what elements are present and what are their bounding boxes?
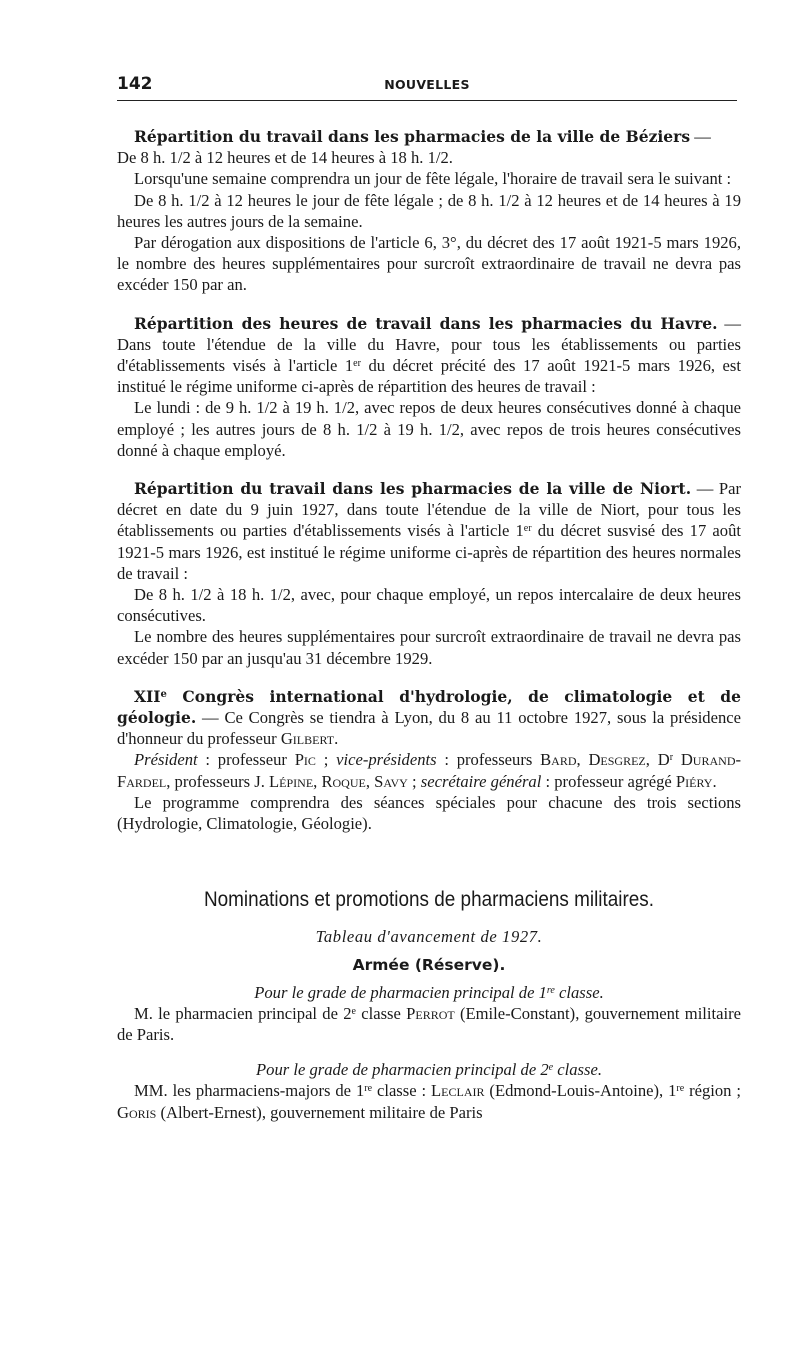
superscript: e	[160, 688, 167, 700]
text-run: Par décret en date du 9 juin 1927, dans toute l'étendue de la ville de Niort, pour tous les établissements ou parties d'établissements visés à l'article 1	[117, 479, 741, 541]
superscript: er	[523, 523, 532, 535]
superscript: e	[351, 1005, 356, 1017]
superscript: re	[676, 1083, 685, 1095]
section-title: Répartition du travail dans les pharmacies de la ville de Béziers	[134, 127, 691, 146]
grade-heading-2	[117, 1059, 741, 1080]
text-run: du décret susvisé des 17 août 1921-5 mars 1926, est institué le régime uniforme ci-après de répartition des heures normales de travail :	[117, 521, 741, 583]
text-run: .	[334, 729, 339, 749]
page-number: 142	[117, 74, 153, 94]
text-run: , D	[645, 750, 670, 770]
paragraph: Le programme comprendra des séances spéciales pour chacune des trois sections (Hydrologie, Climatologie, Géologie).	[117, 792, 741, 834]
nominations-heading: Nominations et promotions de pharmaciens militaires.	[203, 887, 655, 912]
running-title: NOUVELLES	[384, 77, 470, 92]
name-gilbert: Gilbert	[280, 729, 335, 749]
paragraph	[117, 749, 741, 791]
text-run: Dans toute l'étendue de la ville du Havre, pour tous les établissements ou parties d'établissements visés à l'article 1	[117, 334, 741, 376]
paragraph	[117, 126, 741, 147]
label-president: Président	[134, 750, 198, 770]
label-vice-presidents: vice-présidents	[336, 750, 437, 770]
superscript: e	[548, 1062, 554, 1074]
text-run: : professeur	[197, 750, 295, 770]
text-run: (Edmond-Louis-Antoine), 1	[484, 1081, 677, 1101]
paragraph: Par dérogation aux dispositions de l'article 6, 3°, du décret des 17 août 1921-5 mars 1926, le nombre des heures supplémentaires pour surcroît extraordinaire de travail ne devra pas excéder 150 par an.	[117, 233, 741, 295]
tableau-subheading: Tableau d'avancement de 1927.	[315, 927, 543, 947]
paragraph: Le nombre des heures supplémentaires pour surcroît extraordinaire de travail ne devra pas excéder 150 par an jusqu'au 31 décembre 1929.	[117, 627, 741, 668]
title-run: XII	[134, 686, 161, 706]
text-run: MM. les pharmaciens-majors de 1	[134, 1081, 365, 1101]
text-run: Pour le grade de pharmacien principal de 1	[254, 982, 547, 1002]
text-run	[673, 750, 681, 769]
paragraph	[117, 686, 741, 750]
promotion-entry	[117, 1003, 741, 1045]
text-run: classe :	[372, 1081, 432, 1101]
section-congres	[117, 686, 741, 834]
text-run: M. le pharmacien principal de 2	[134, 1003, 352, 1023]
text-run: ;	[315, 750, 337, 770]
title-dash: —	[691, 479, 714, 499]
paragraph: De 8 h. 1/2 à 12 heures et de 14 heures à 18 h. 1/2.	[117, 148, 453, 168]
name-leclair: Leclair	[431, 1081, 485, 1101]
superscript: re	[546, 984, 555, 996]
promotion-entry	[117, 1080, 741, 1122]
text-run: du décret précité des 17 août 1921-5 mars 1926, est institué le régime uniforme ci-après de répartition des heures de travail :	[117, 356, 741, 397]
grade-heading-1	[117, 982, 741, 1003]
paragraph: Lorsqu'une semaine comprendra un jour de fête légale, l'horaire de travail sera le suivant :	[134, 169, 732, 189]
text-run: : professeur agrégé	[541, 771, 676, 791]
title-dash: —	[717, 313, 741, 333]
section-niort	[117, 478, 741, 669]
text-run: ;	[407, 771, 421, 791]
superscript: r	[669, 752, 674, 764]
name-desgrez: Desgrez	[588, 750, 646, 770]
name-durand-fardel: Durand-Fardel	[117, 750, 742, 791]
armee-subheading: Armée (Réserve).	[352, 955, 506, 974]
name-lepine: Lépine	[269, 771, 314, 791]
name-pic: Pic	[294, 750, 316, 770]
text-run: région ;	[684, 1081, 741, 1101]
text-run: classe	[355, 1003, 407, 1023]
text-run: .	[712, 771, 717, 791]
name-piery: Piéry	[675, 771, 713, 791]
name-savy: Savy	[374, 771, 408, 791]
page-content	[117, 126, 741, 1123]
name-perrot: Perrot	[406, 1003, 455, 1023]
text-run: ,	[576, 750, 589, 770]
name-roque: Roque	[321, 771, 366, 791]
superscript: re	[364, 1083, 373, 1095]
text-run: Pour le grade de pharmacien principal de 2	[256, 1060, 549, 1080]
section-havre	[117, 313, 741, 461]
name-goris: Goris	[117, 1102, 157, 1122]
page-header	[117, 74, 737, 101]
paragraph	[117, 478, 741, 584]
text-run: (Albert-Ernest), gouvernement militaire de Paris	[156, 1102, 483, 1122]
text-run: — Ce Congrès se tiendra à Lyon, du 8 au 11 octobre 1927, sous la présidence d'honneur du professeur	[117, 708, 741, 749]
label-secretaire-general: secrétaire général	[420, 771, 542, 791]
text-run: classe.	[554, 982, 604, 1002]
paragraph: Le lundi : de 9 h. 1/2 à 19 h. 1/2, avec repos de deux heures consécutives donné à chaque employé ; les autres jours de 8 h. 1/2 à 19 h. 1/2, avec repos de trois heures consécutives donné à chaque employé.	[117, 398, 741, 460]
title-dash: —	[690, 127, 711, 146]
text-run: classe.	[553, 1060, 602, 1080]
text-run: ,	[313, 771, 322, 791]
text-run: , professeurs J.	[166, 771, 270, 791]
section-title: Répartition des heures de travail dans les pharmacies du Havre.	[134, 313, 718, 333]
text-run: ,	[365, 771, 375, 791]
title-run: Congrès international d'hydrologie, de climatologie et de géologie.	[117, 686, 741, 728]
paragraph: De 8 h. 1/2 à 18 h. 1/2, avec, pour chaque employé, un repos intercalaire de deux heures consécutives.	[117, 585, 741, 626]
section-title: Répartition du travail dans les pharmacies de la ville de Niort.	[134, 479, 692, 499]
superscript: er	[353, 358, 361, 370]
name-bard: Bard	[540, 750, 577, 770]
text-run: : professeurs	[436, 750, 541, 770]
section-beziers	[117, 126, 741, 296]
paragraph	[117, 313, 741, 398]
text-run: (Emile-Constant), gouvernement militaire de Paris.	[117, 1003, 742, 1044]
paragraph: De 8 h. 1/2 à 12 heures le jour de fête légale ; de 8 h. 1/2 à 12 heures et de 14 heures à 19 heures les autres jours de la semaine.	[117, 190, 741, 231]
